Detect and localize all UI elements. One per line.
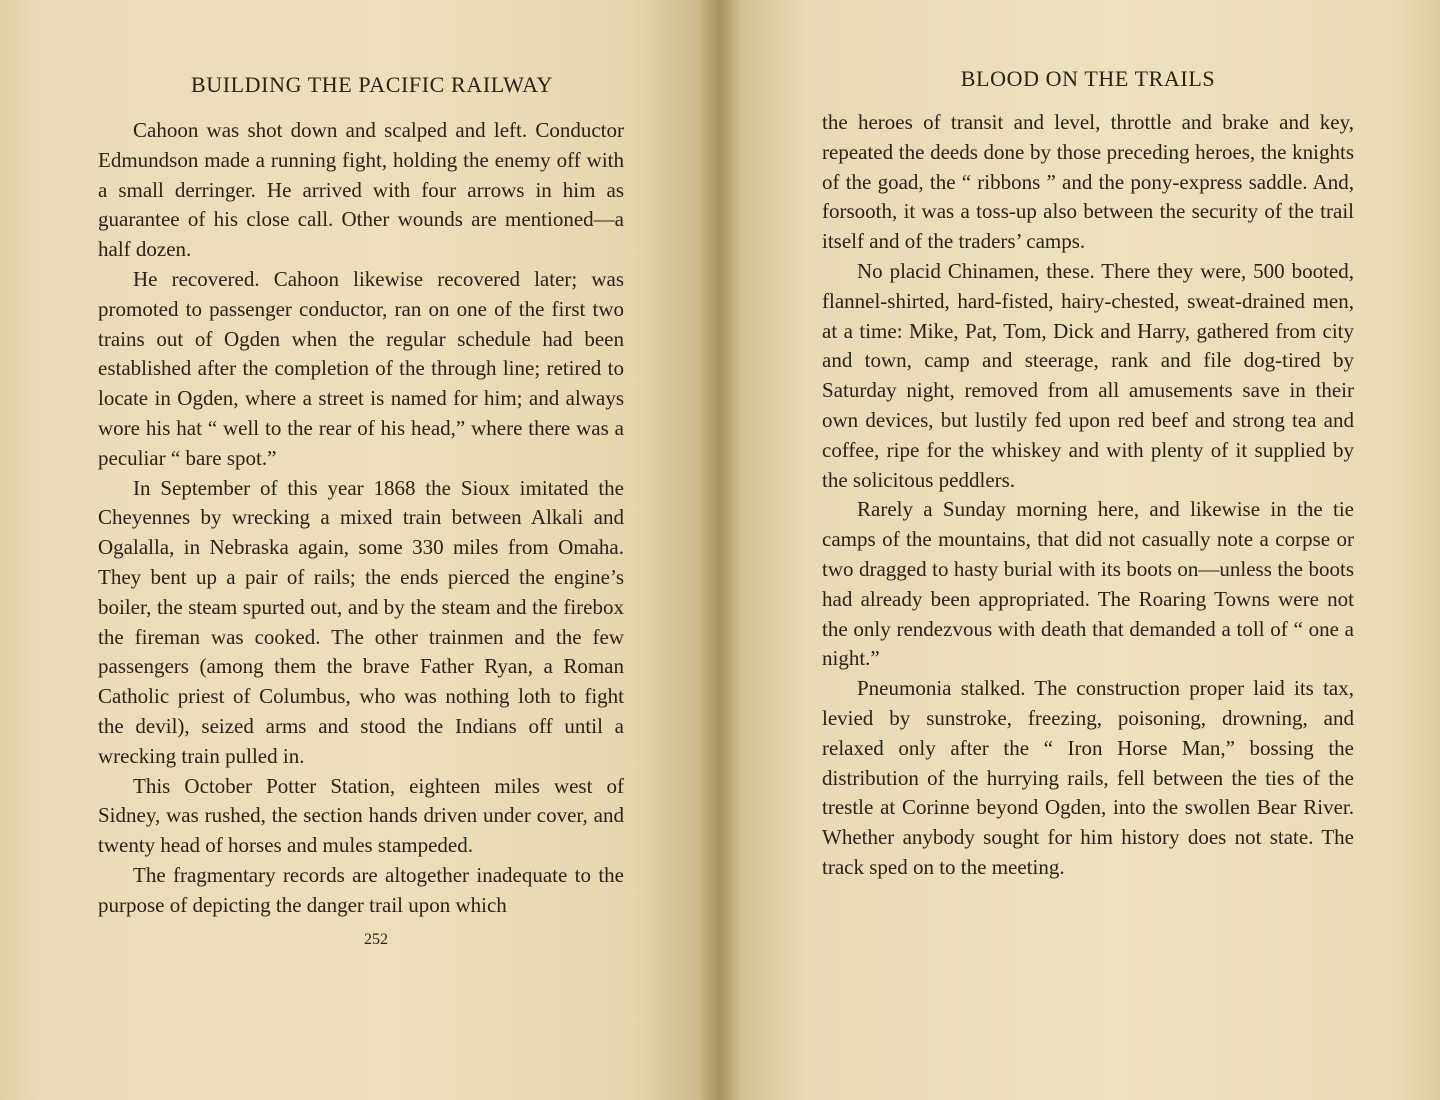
right-continued-paragraph: the heroes of transit and level, throttle and brake and key, repeated the deeds done by those preceding heroes, the knights of the goad, the “ ribbons ” and the pony-express saddle. And, forsooth, it was a toss-up also between the security of the trail itself and of the traders’ camps. [822, 110, 1354, 254]
left-paragraph-1: Cahoon was shot down and scalped and left. Conductor Edmundson made a running fight, holding the enemy off with a small derringer. He arrived with four arrows in him as guarantee of his close call. Other wounds are mentioned—a half dozen. [98, 118, 624, 262]
right-paragraph-2: Rarely a Sunday morning here, and likewise in the tie camps of the mountains, that did not casually note a corpse or two dragged to hasty burial with its boots on—unless the boots had already been appropriated. The Roaring Towns were not the only rendezvous with death that demanded a toll of “ one a night.” [822, 497, 1354, 671]
left-running-head: BUILDING THE PACIFIC RAILWAY [190, 72, 554, 97]
left-paragraph-4: This October Potter Station, eighteen miles west of Sidney, was rushed, the section hands driven under cover, and twenty head of horses and mules stampeded. [98, 773, 624, 858]
right-page-text [822, 108, 1354, 883]
right-paragraph-1: No placid Chinamen, these. There they were, 500 booted, flannel-shirted, hard-fisted, hairy-chested, sweat-drained men, at a time: Mike, Pat, Tom, Dick and Harry, gathered from city and town, camp and steerage, rank and file dog-tired by Saturday night, removed from all amusements save in their own devices, but lustily fed upon red beef and strong tea and coffee, ripe for the whiskey and with plenty of it supplied by the solicitous peddlers. [822, 258, 1354, 492]
right-running-head: BLOOD ON THE TRAILS [960, 66, 1216, 91]
right-page [720, 0, 1440, 1100]
page-number: 252 [364, 930, 388, 948]
left-page-text [98, 116, 624, 921]
right-paragraph-3: Pneumonia stalked. The construction proper laid its tax, levied by sunstroke, freezing, poisoning, drowning, and relaxed only after the “ Iron Horse Man,” bossing the distribution of the hurrying rails, fell between the ties of the trestle at Corinne beyond Ogden, into the swollen Bear River. Whether anybody sought for him history does not state. The track sped on to the meeting. [822, 676, 1354, 879]
left-paragraph-2: He recovered. Cahoon likewise recovered later; was promoted to passenger conductor, ran on one of the first two trains out of Ogden when the regular schedule had been established after the completion of the through line; retired to locate in Ogden, where a street is named for him; and always wore his hat “ well to the rear of his head,” where there was a peculiar “ bare spot.” [98, 266, 624, 470]
left-paragraph-3: In September of this year 1868 the Sioux imitated the Cheyennes by wrecking a mixed train between Alkali and Ogalalla, in Nebraska again, some 330 miles from Omaha. They bent up a pair of rails; the ends pierced the engine’s boiler, the steam spurted out, and by the steam and the firebox the fireman was cooked. The other trainmen and the few passengers (among them the brave Father Ryan, a Roman Catholic priest of Columbus, who was nothing loth to fight the devil), seized arms and stood the Indians off until a wrecking train pulled in. [98, 475, 624, 768]
left-paragraph-5: The fragmentary records are altogether inadequate to the purpose of depicting the danger trail upon which [98, 862, 624, 917]
